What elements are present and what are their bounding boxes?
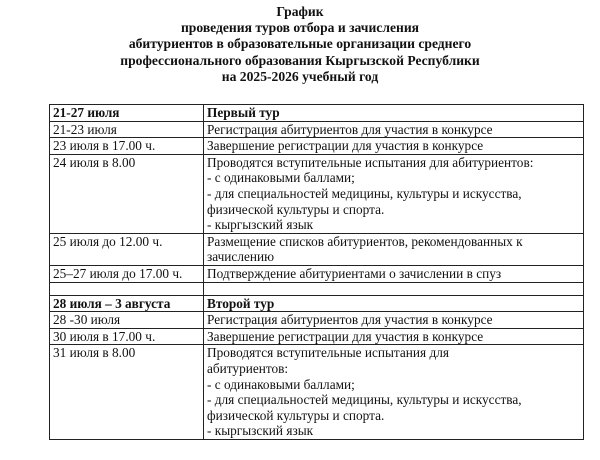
event-line: - для специальностей медицины, культуры и искусства, — [207, 392, 522, 408]
table-row — [50, 328, 584, 345]
event-line: Подтверждение абитуриентами о зачислении в спуз — [207, 265, 502, 281]
table-row — [50, 154, 584, 233]
row-event — [204, 121, 584, 138]
event-line: Завершение регистрации для участия в конкурсе — [207, 328, 484, 344]
row-date: 23 июля в 17.00 ч. — [50, 138, 204, 155]
schedule-table — [49, 104, 584, 440]
event-line: физической культуры и спорта. — [207, 201, 385, 217]
table-row — [50, 233, 584, 265]
row-event — [204, 265, 584, 282]
round-period: 21-27 июля — [50, 105, 204, 122]
event-line: - с одинаковыми баллами; — [207, 376, 355, 392]
title-line: на 2025-2026 учебный год — [221, 68, 379, 84]
event-line: - кыргызский язык — [207, 217, 314, 233]
event-line: Регистрация абитуриентов для участия в конкурсе — [207, 312, 493, 328]
row-date: 24 июля в 8.00 — [50, 154, 204, 233]
spacer-row — [50, 282, 584, 295]
event-line: абитуриентов: — [207, 360, 289, 376]
event-line: - для специальностей медицины, культуры и искусства, — [207, 185, 522, 201]
row-event — [204, 312, 584, 329]
event-line: физической культуры и спорта. — [207, 407, 385, 423]
event-line: зачислению — [207, 249, 275, 265]
event-line: - с одинаковыми баллами; — [207, 170, 355, 186]
spacer-cell — [50, 282, 204, 295]
document-title — [0, 4, 600, 85]
round-name: Первый тур — [204, 105, 584, 122]
title-line: профессионального образования Кыргызской Республики — [120, 52, 480, 68]
round-header-row — [50, 295, 584, 312]
table-row — [50, 345, 584, 440]
event-line: Проводятся вступительные испытания для абитуриентов: — [207, 154, 534, 170]
table-row — [50, 121, 584, 138]
title-line: абитуриентов в образовательные организации среднего — [128, 36, 472, 52]
round-name: Второй тур — [204, 295, 584, 312]
row-date: 30 июля в 17.00 ч. — [50, 328, 204, 345]
row-date: 28 -30 июля — [50, 312, 204, 329]
title-line: График — [276, 4, 324, 19]
table-row — [50, 265, 584, 282]
event-line: Завершение регистрации для участия в конкурсе — [207, 138, 484, 154]
event-line: - кыргызский язык — [207, 423, 314, 439]
round-period: 28 июля – 3 августа — [50, 295, 204, 312]
row-date: 31 июля в 8.00 — [50, 345, 204, 440]
row-event — [204, 138, 584, 155]
event-line: Размещение списков абитуриентов, рекомендованных к — [207, 233, 523, 249]
table-row — [50, 138, 584, 155]
row-date: 25 июля до 12.00 ч. — [50, 233, 204, 265]
event-line: Регистрация абитуриентов для участия в конкурсе — [207, 121, 493, 137]
table-row — [50, 312, 584, 329]
spacer-cell — [204, 282, 584, 295]
title-line: проведения туров отбора и зачисления — [180, 20, 420, 36]
row-event — [204, 233, 584, 265]
row-event — [204, 154, 584, 233]
round-header-row — [50, 105, 584, 122]
row-event — [204, 345, 584, 440]
row-date: 25–27 июля до 17.00 ч. — [50, 265, 204, 282]
row-event — [204, 328, 584, 345]
row-date: 21-23 июля — [50, 121, 204, 138]
event-line: Проводятся вступительные испытания для — [207, 345, 449, 361]
